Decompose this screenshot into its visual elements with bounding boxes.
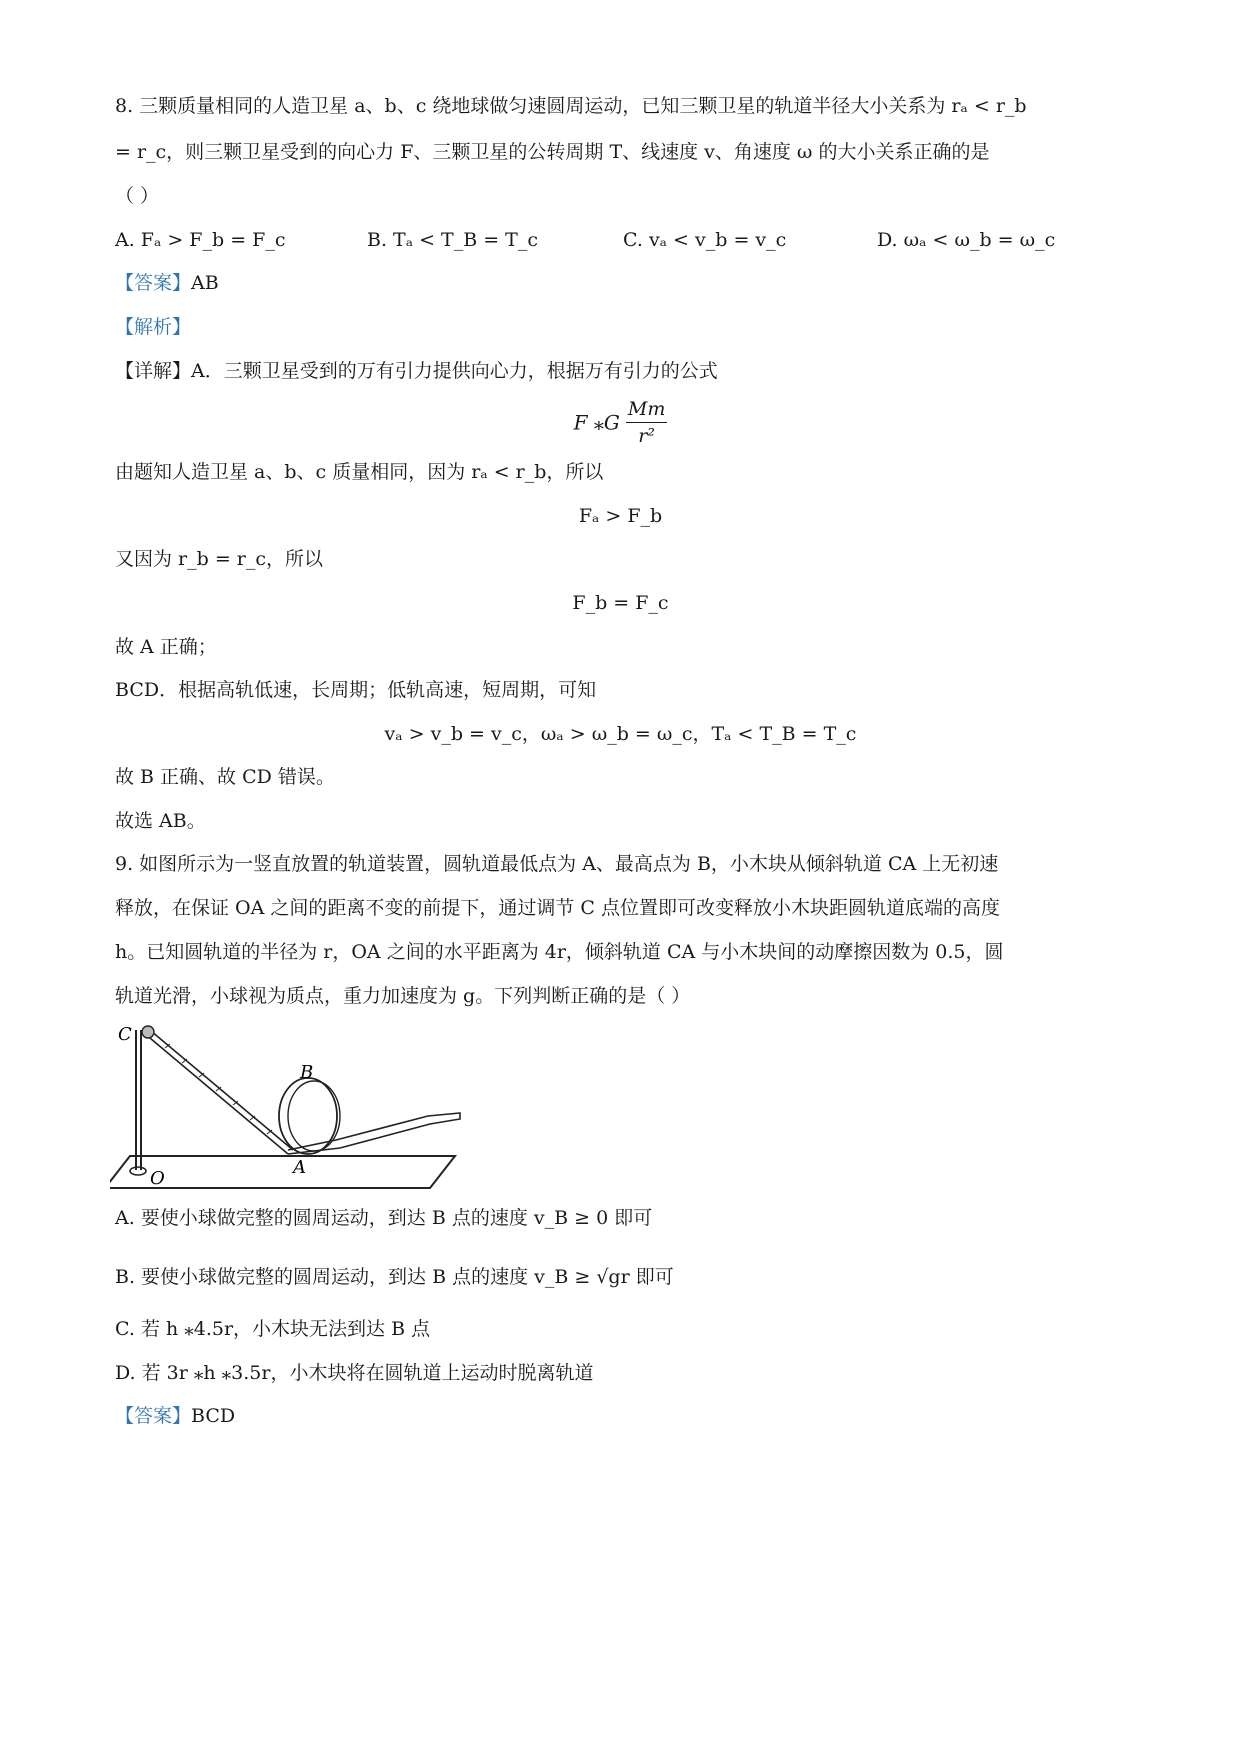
q9-answer [115,1402,235,1430]
q8-equation-2: F_b = F_c [572,592,669,614]
q8-stem-line-1: 8. 三颗质量相同的人造卫星 a、b、c 绕地球做匀速圆周运动，已知三颗卫星的轨道半径大小关系为 rₐ < r_b [115,95,1027,117]
q8-text-5: 故 B 正确、故 CD 错误。 [115,766,335,788]
q8-text-4: BCD．根据高轨低速，长周期；低轨高速，短周期，可知 [115,679,597,701]
answer-tag: 【答案】 [115,1405,192,1427]
label-a: A [293,1157,306,1178]
incline-hatching [165,1044,272,1134]
q8-stem-line-3: （ ） [115,185,160,207]
q8-answer [115,269,219,297]
q8-equation-3: vₐ > v_b = v_c，ωₐ > ω_b = ω_c，Tₐ < T_B = T_c [384,723,857,745]
track-figure [110,1020,530,1195]
q8-text-6: 故选 AB。 [115,810,206,832]
q8-text-1: 由题知人造卫星 a、b、c 质量相同，因为 rₐ < r_b，所以 [115,461,604,483]
detail-text: A．三颗卫星受到的万有引力提供向心力，根据万有引力的公式 [191,360,718,382]
q9-stem-line-2: 释放，在保证 OA 之间的距离不变的前提下，通过调节 C 点位置即可改变释放小木块距圆轨道底端的高度 [115,897,1000,919]
pole-base [130,1167,146,1175]
answer-value: BCD [191,1405,236,1427]
label-c: C [118,1024,132,1045]
q8-text-2: 又因为 r_b = r_c，所以 [115,548,324,570]
analysis-tag: 【解析】 [115,316,192,338]
q9-stem-line-1: 9. 如图所示为一竖直放置的轨道装置，圆轨道最低点为 A、最高点为 B，小木块从倾斜轨道 CA 上无初速 [115,853,999,875]
exit-track [288,1113,460,1154]
formula-numerator: Mm [626,396,667,423]
q9-option-d: D. 若 3r ⁎h ⁎3.5r，小木块将在圆轨道上运动时脱离轨道 [115,1362,594,1384]
q9-option-b: B. 要使小球做完整的圆周运动，到达 B 点的速度 v_B ≥ √gr 即可 [115,1266,674,1288]
q8-option-d: D. ωₐ < ω_b = ω_c [877,229,1056,251]
q9-stem-line-3: h。已知圆轨道的半径为 r，OA 之间的水平距离为 4r，倾斜轨道 CA 与小木块间的动摩擦因数为 0.5，圆 [115,941,1004,963]
q8-option-b: B. Tₐ < T_B = T_c [367,229,538,251]
formula-denominator: r² [638,425,655,447]
label-o: O [150,1168,165,1189]
q8-analysis [115,313,191,341]
incline-bottom-edge [151,1031,293,1150]
q9-option-c: C. 若 h ⁎4.5r，小木块无法到达 B 点 [115,1318,431,1340]
q8-equation-1: Fₐ > F_b [578,505,663,527]
incline-top-edge [144,1033,288,1154]
answer-value: AB [191,272,219,294]
answer-tag: 【答案】 [115,272,192,294]
q8-detail-intro [115,357,718,385]
label-b: B [300,1062,314,1083]
formula-fraction [626,396,667,449]
detail-tag: 【详解】 [115,360,192,382]
q9-stem-line-4: 轨道光滑，小球视为质点，重力加速度为 g。下列判断正确的是（ ） [115,985,691,1007]
q8-stem-line-2: = r_c，则三颗卫星受到的向心力 F、三颗卫星的公转周期 T、线速度 v、角速度 ω 的大小关系正确的是 [115,141,990,163]
q8-text-3: 故 A 正确； [115,636,217,658]
q9-option-a: A. 要使小球做完整的圆周运动，到达 B 点的速度 v_B ≥ 0 即可 [115,1207,653,1229]
block-ball [142,1026,154,1038]
q8-option-a: A. Fₐ > F_b = F_c [115,229,286,251]
formula-lhs: F ⁎G [573,410,620,435]
q8-option-c: C. vₐ < v_b = v_c [623,229,787,251]
gravity-formula [0,396,1241,449]
